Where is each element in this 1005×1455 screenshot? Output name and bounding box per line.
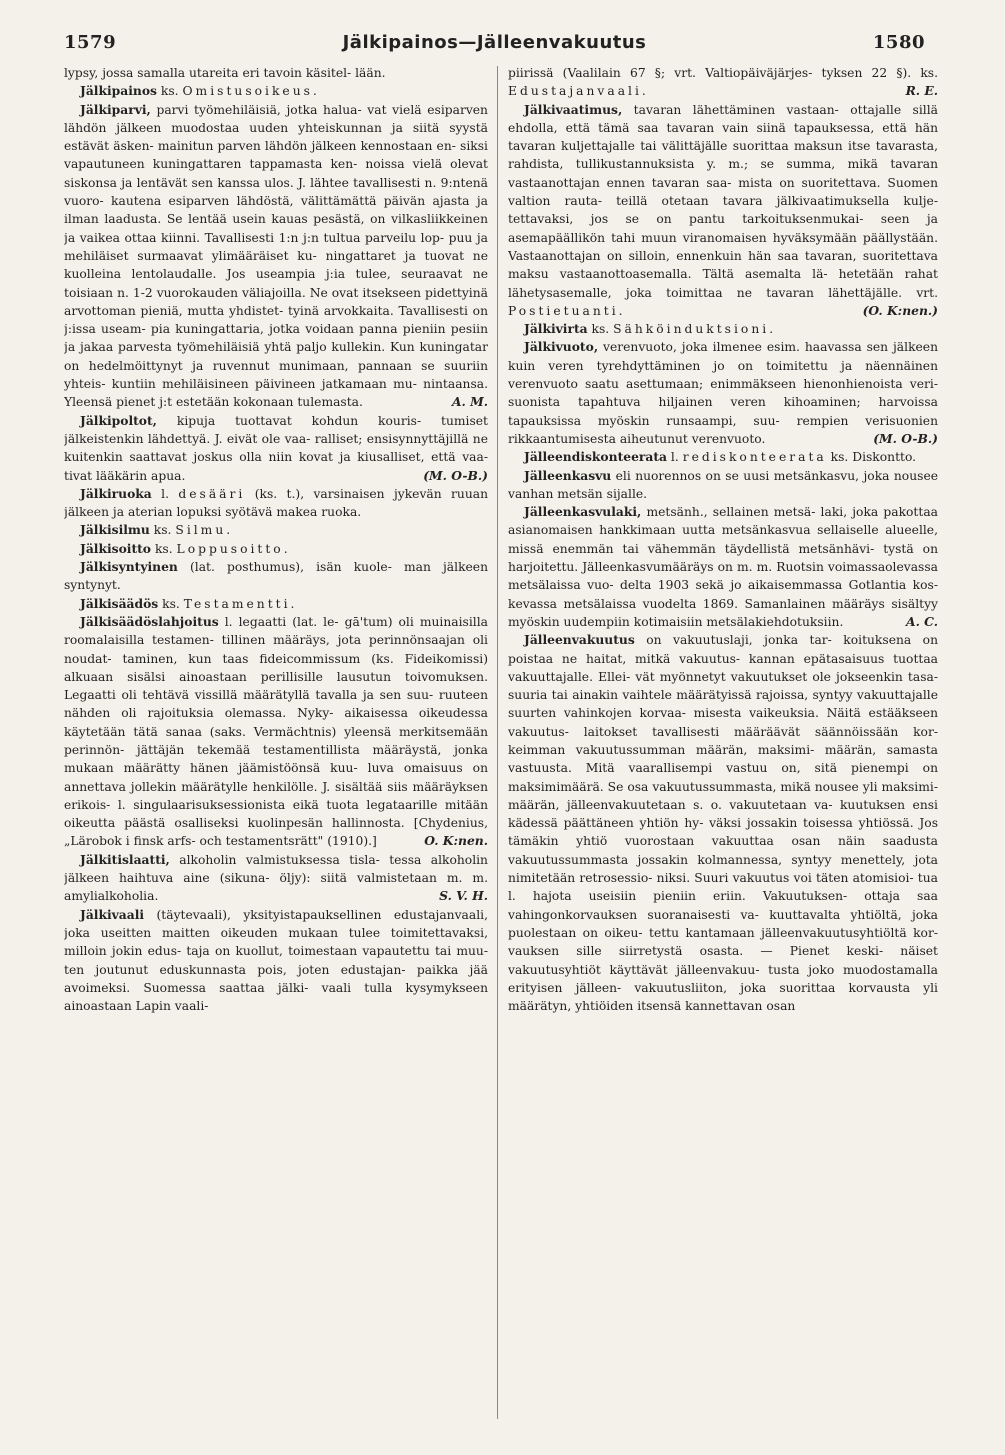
entry-text: l. (161, 486, 179, 501)
entry-text: verenvuoto, joka ilmenee esim. haavassa sen jälkeen kuin veren tyrehdyttäminen jo on toimitettu ja näennäinen verenvuoto saatu asettumaan; enimmäkseen hienonhienoista veri- suonista tapahtuva hiljainen veren kihoaminen; harvoissa tapauksissa myöskin runsaampi, suu- rempien verisuonien rikkaantumisesta aiheutunut verenvuoto. (508, 340, 938, 446)
entry-text-tail: ks. Diskontto. (826, 450, 917, 465)
author-signature: (M. O-B.) (423, 467, 488, 483)
entry-headword: Jälkiparvi, (80, 101, 151, 117)
entry-text-tail: . (290, 596, 295, 611)
entry-text: (lat. posthumus), isän kuole- man jälkeen syntynyt. (64, 560, 488, 593)
entry-headword: Jälleenvakuutus (524, 632, 635, 648)
entry-text-tail: . (618, 303, 623, 318)
dictionary-entry (64, 595, 488, 613)
dictionary-entry (64, 64, 488, 82)
author-signature: R. E. (905, 83, 938, 99)
entry-headword: Jälkisäädös (80, 595, 159, 611)
entry-headword: Jälleenkasvu (524, 467, 612, 483)
dictionary-entry (64, 82, 488, 100)
entry-text: parvi työmehiläisiä, jotka halua- vat vielä esiparven lähdön jälkeen muodostaa uuden yhteiskunnan ja siitä syystä estävät äsken- mainitun parven lähdön jälkeen kennostaan en- siksi vapautuneen kuningattaren tappamasta ken- noissa vielä olevat siskonsa ja lentävät sen kanssa ulos. J. lähtee tavallisesti n. 9:ntenä vuoro- kautena esiparven lähdöstä, välittämättä päivän ajasta ja ilman laadusta. Se lentää usein kauas pesästä, on vilkasliikkeinen ja vaikea ottaa kiinni. Tavallisesti 1:n j:n tultua parveilu lop- puu ja mehiläiset surmaavat ylimääräiset ku- ningattaret ja tuovat ne kuolleina lentolaudalle. Jos useampia j:ia tulee, seuraavat ne toisiaan n. 1-2 vuorokauden väliajoilla. Ne ovat itsekseen pidettyinä arvottoman pieniä, mutta yhdistet- tyinä arvokkaita. Tavallisesti on j:issa useam- pia kuningattaria, jotka voidaan panna pieniin pesiin ja jakaa parvesta työmehiläisiä yhtä paljo kullekin. Kun kuningatar on hedelmöittynyt ja ruvennut munimaan, pannaan se suuriin yhteis- kuntiin mehiläisineen päivineen jatkamaan mu- nintaansa. Yleensä pienet j:t estetään kokonaan tulemasta. (64, 102, 488, 410)
entry-headword: Jälkipoltot, (80, 412, 157, 428)
cross-reference: Omistusoikeus (182, 84, 313, 99)
author-signature: S. V. H. (439, 888, 488, 904)
entry-text: ks. (154, 541, 177, 556)
dictionary-entry (508, 338, 938, 448)
entry-text: l. (670, 450, 683, 465)
entry-headword: Jälkisäädöslahjoitus (80, 613, 219, 629)
entry-text: ks. (153, 523, 176, 538)
column-divider (497, 66, 498, 1419)
dictionary-entry (64, 101, 488, 412)
entry-headword: Jälkisilmu (80, 522, 150, 538)
page-number-left: 1579 (64, 31, 117, 53)
dictionary-entry (64, 540, 488, 558)
dictionary-entry (64, 558, 488, 595)
left-column (64, 64, 488, 1419)
dictionary-entry (508, 448, 938, 466)
entry-text: ks. (160, 84, 183, 99)
cross-reference: Silmu (175, 523, 227, 538)
author-signature: (O. K:nen.) (862, 302, 938, 318)
dictionary-entry (64, 485, 488, 522)
dictionary-entry (64, 906, 488, 1016)
author-signature: O. K:nen. (424, 833, 488, 849)
entry-headword: Jälkisyntyinen (80, 559, 178, 575)
entry-text-tail: . (283, 541, 288, 556)
entry-headword: Jälkivirta (524, 321, 588, 337)
cross-reference: rediskonteerata (682, 450, 827, 465)
entry-text-tail: . (312, 84, 317, 99)
entry-text: l. legaatti (lat. le- gā'tum) oli muinaisilla roomalaisilla testamen- tillinen määräys, jota perinnönsaajan oli noudat- taminen, kun taas fideicommissum (ks. Fideikomissi) alkuaan sisälsi ainoastaan perillisille lausutun toivomuksen. Legaatti oli tehtävä vissillä määrätyllä tavalla ja sen suu- ruuteen nähden oli rajoituksia olemassa. Nyky- aikaisessa oikeudessa käytetään tätä sanaa (saks. Vermächtnis) yleensä merkitsemään perinnön- jättäjän tekemää testamentillista määräystä, jonka mukaan määrätty hänen jäämistöönsä kuu- luva omaisuus on annettava jollekin määrätylle henkilölle. J. sisältää siis määräyksen erikois- l. singulaarisuksessionista eikä tuota legataarille mitään oikeutta päästä osalliseksi kuolinpesän hallinnosta. [Chydenius, „Lärobok i finsk arfs- och testamentsrätt" (1910).] (64, 614, 488, 849)
dictionary-entry (64, 412, 488, 485)
cross-reference: Testamentti (183, 596, 291, 611)
dictionary-entry (64, 851, 488, 906)
entry-text: metsänh., sellainen metsä- laki, joka pakottaa asianomaisen hankkimaan uutta metsänkasvua sellaiselle alueelle, missä enemmän tai vähemmän täydellistä metsänhävi- tystä on harjoitettu. Jälleenkasvumääräys on m. m. Ruotsin voimassaolevassa metsälaissa vuo- delta 1903 sekä jo aikaisemmassa Gotlantia kos- kevassa metsälaissa vuodelta 1869. Samanlainen määräys sisältyy myöskin uudempiin kotimaisiin metsälakiehdotuksiin. (508, 505, 938, 629)
entry-text: tavaran lähettäminen vastaan- ottajalle sillä ehdolla, että tämä saa tavaran vain siinä tapauksessa, että hän tavaran kuljettajalle tai välittäjälle suorittaa maksun itse tavarasta, rahdista, tullikustannuksista y. m.; se summa, mikä tavaran vastaanottajan ennen tavaran saa- mista on suoritettava. Suomen valtion rauta- teillä otetaan tavara jälkivaatimuksella kulje- tettavaksi, jos se on pantu tarkoituksenmukai- seen ja asemapäällikön tahi muun viranomaisen hyväksymään päällystään. Vastaanottajan on silloin, ennenkuin hän saa tavaran, suoritettava maksu vastaanottoasemalla. Tältä asemalta lä- hetetään rahat lähetysasemalle, joka toimittaa ne tavaran lähettäjälle. vrt. (508, 102, 938, 300)
entry-text: on vakuutuslaji, jonka tar- koituksena on poistaa ne haitat, mitkä vakuutus- kannan epätasaisuus tuottaa vakuuttajalle. Ellei- vät myönnetyt vakuutukset ole jokseenkin tasa- suuria tai ainakin vaihtele määrätyissä rajoissa, syntyy vakuuttajalle suurten vahinkojen korvaa- misesta vaikeuksia. Näitä estääkseen vakuutus- laitokset tavallisesti määräävät säännöissään kor- keimman vakuutussumman määrän, maksimi- määrän, samasta vastuusta. Mitä vaarallisempi vastuu on, sitä pienempi on maksimimäärä. Se osa vakuutussummasta, mikä nousee yli maksimi- määrän, jälleenvakuutetaan s. o. vakuutetaan va- kuutuksen ensi kädessä päättäneen yhtiön hy- väksi jossakin toisessa yhtiössä. Jos tämäkin yhtiö vuorostaan vakuuttaa osan näin saadusta vakuutussummasta jossakin kolmannessa, syntyy menettely, jota nimitetään retrosessio- niksi. Suuri vakuutus voi täten atomisioi- tua l. hajota useisiin pieniin eriin. Vakuutuksen- ottaja saa vahingonkorvauksen suoranaisesti va- kuuttavalta yhtiöltä, joka puolestaan on oikeu- tettu kantamaan jälleenvakuutusyhtiöltä kor- vauksen sille siirretystä osasta. — Pienet keski- näiset vakuutusyhtiöt käyttävät jälleenvakuu- tusta joko muodostamalla erityisen jälleen- vakuutusliiton, joka suorittaa korvausta yli määrätyn, yhtiöiden itsensä kannettavan osan (508, 633, 938, 1014)
page-number-right: 1580 (872, 31, 925, 53)
entry-text: ks. (591, 322, 614, 337)
entry-text-tail: . (641, 84, 646, 99)
author-signature: (M. O-B.) (873, 430, 938, 446)
dictionary-entry (508, 631, 938, 1015)
entry-text: alkoholin valmistuksessa tisla- tessa alkoholin jälkeen haihtuva aine (sikuna- öljy): siitä valmistetaan m. m. amylialkoholia. (64, 852, 488, 904)
entry-headword: Jälkiruoka (80, 485, 152, 501)
entry-text: lypsy, jossa samalla utareita eri tavoin käsitel- lään. (64, 66, 386, 80)
cross-reference: Postietuanti (508, 303, 619, 318)
author-signature: A. C. (906, 613, 938, 629)
author-signature: A. M. (452, 394, 488, 410)
entry-headword: Jälkitislaatti, (80, 851, 170, 867)
entry-text: ks. (162, 596, 184, 611)
entry-text: kipuja tuottavat kohdun kouris- tumiset jälkeistenkin lähdettyä. J. eivät ole vaa- ralliset; ensisynnyttäjillä ne kuitenkin saattavat joskus olla niin kovat ja kiusalliset, että vaa- tivat lääkärin apua. (64, 413, 488, 483)
cross-reference: desääri (178, 486, 246, 501)
entry-headword: Jälkivaatimus, (524, 101, 623, 117)
dictionary-entry (508, 64, 938, 101)
dictionary-entry (508, 503, 938, 631)
entry-headword: Jälkisoitto (80, 540, 152, 556)
running-title: Jälkipainos—Jälleenvakuutus (342, 31, 647, 53)
entry-text: eli nuorennos on se uusi metsänkasvu, joka nousee vanhan metsän sijalle. (508, 468, 938, 501)
entry-text-tail: . (769, 322, 774, 337)
cross-reference: Sähköinduktsioni (613, 322, 770, 337)
dictionary-entry (64, 613, 488, 851)
entry-headword: Jälleendiskonteerata (524, 449, 667, 465)
entry-headword: Jälkivaali (80, 906, 145, 922)
right-column (508, 64, 938, 1419)
dictionary-entry (64, 521, 488, 539)
dictionary-entry (508, 101, 938, 321)
cross-reference: Loppusoitto (176, 541, 284, 556)
dictionary-entry (508, 467, 938, 504)
entry-text: piirissä (Vaalilain 67 §; vrt. Valtiopäiväjärjes- tyksen 22 §). ks. (508, 66, 938, 80)
cross-reference: Edustajanvaali (508, 84, 642, 99)
page-header (64, 28, 925, 56)
dictionary-entry (508, 320, 938, 338)
entry-text-tail: (ks. t.), varsinaisen jykevän ruuan jälkeen ja aterian lopuksi syötävä makea ruoka. (64, 486, 488, 520)
entry-text: (täytevaali), yksityistapauksellinen edustajanvaali, joka useitten maitten oikeuden mukaan tulee toimitettavaksi, milloin jokin edus- taja on kuollut, toimestaan vapautettu tai muu- ten joutunut eduskunnasta pois, joten edustajan- paikka jää avoimeksi. Suomessa saattaa jälki- vaali tulla kysymykseen ainoastaan Lapin vaali- (64, 907, 488, 1014)
entry-text-tail: . (226, 523, 231, 538)
entry-headword: Jälleenkasvulaki, (524, 504, 642, 520)
entry-headword: Jälkipainos (80, 83, 157, 99)
entry-headword: Jälkivuoto, (524, 339, 599, 355)
